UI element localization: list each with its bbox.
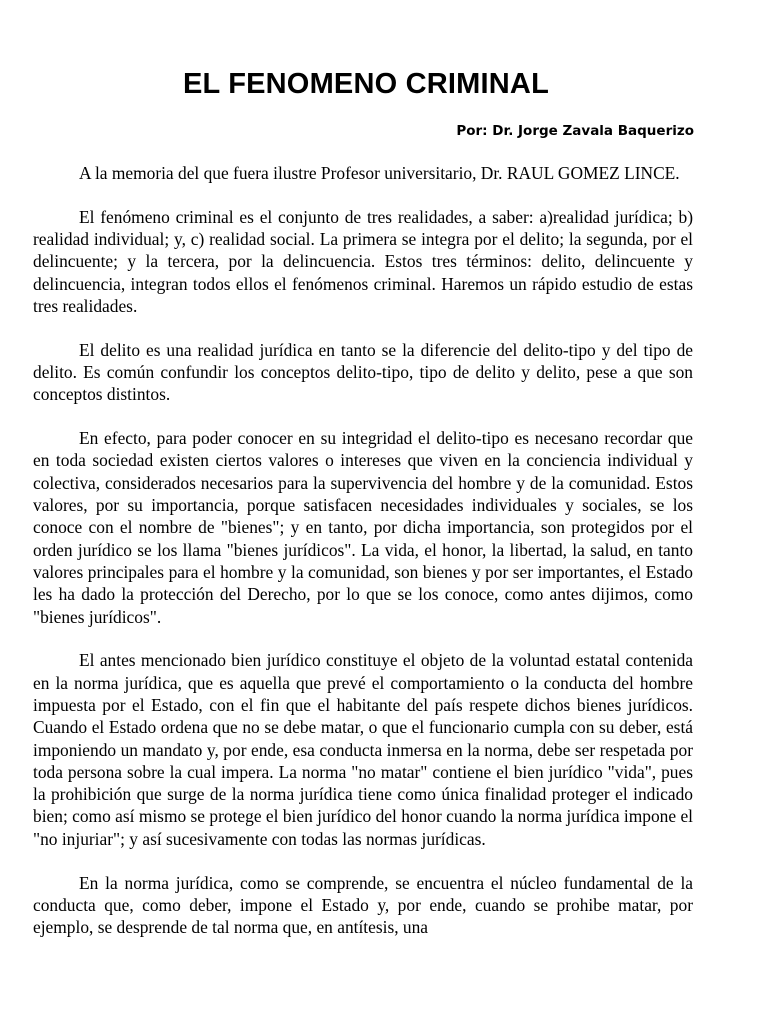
author-byline: Por: Dr. Jorge Zavala Baquerizo [456, 123, 694, 139]
body-paragraph: En la norma jurídica, como se comprende, se encuentra el núcleo fundamental de la conducta que, como deber, impone el Estado y, por ende, cuando se prohibe matar, por ejemplo, se desprende de tal norma que, en antítesis, una [33, 872, 693, 938]
body-paragraph: En efecto, para poder conocer en su integridad el delito-tipo es necesano recordar que en toda sociedad existen ciertos valores o intereses que viven en la conciencia individual y colectiva, considerados necesarios para la supervivencia del hombre y de la comunidad. Estos valores, por su importancia, porque satisfacen necesidades individuales y sociales, se los conoce con el nombre de "bienes"; y en tanto, por dicha importancia, son protegidos por el orden jurídico se los llama "bienes jurídicos". La vida, el honor, la libertad, la salud, en tanto valores principales para el hombre y la comunidad, son bienes y por ser importantes, el Estado les ha dado la protección del Derecho, por lo que se los conoce, como antes dijimos, como "bienes jurídicos". [33, 428, 693, 627]
body-paragraph: El delito es una realidad jurídica en tanto se la diferencie del delito-tipo y del tipo de delito. Es común confundir los conceptos delito-tipo, tipo de delito y delito, pese a que son conceptos distintos. [33, 339, 693, 405]
body-paragraph: El antes mencionado bien jurídico constituye el objeto de la voluntad estatal contenida en la norma jurídica, que es aquella que prevé el comportamiento o la conducta del hombre impuesta por el Estado, con el fin que el habitante del país respete dichos bienes jurídicos. Cuando el Estado ordena que no se debe matar, o que el funcionario cumpla con su deber, está imponiendo un mandato y, por ende, esa conducta inmersa en la norma, debe ser respetada por toda persona sobre la cual impera. La norma "no matar" contiene el bien jurídico "vida", pues la prohibición que surge de la norma jurídica tiene como única finalidad proteger el indicado bien; como así mismo se protege el bien jurídico del honor cuando la norma jurídica impone el "no injuriar"; y así sucesivamente con todas las normas jurídicas. [33, 650, 693, 849]
dedication-paragraph: A la memoria del que fuera ilustre Profesor universitario, Dr. RAUL GOMEZ LINCE. [79, 163, 680, 183]
body-paragraph: El fenómeno criminal es el conjunto de tres realidades, a saber: a)realidad jurídica; b) realidad individual; y, c) realidad social. La primera se integra por el delito; la segunda, por el delincuente; y la tercera, por la delincuencia. Estos tres términos: delito, delincuente y delincuencia, integran todos ellos el fenómenos criminal. Haremos un rápido estudio de estas tres realidades. [33, 206, 693, 316]
document-title: EL FENOMENO CRIMINAL [183, 68, 549, 100]
document-body [33, 162, 693, 960]
